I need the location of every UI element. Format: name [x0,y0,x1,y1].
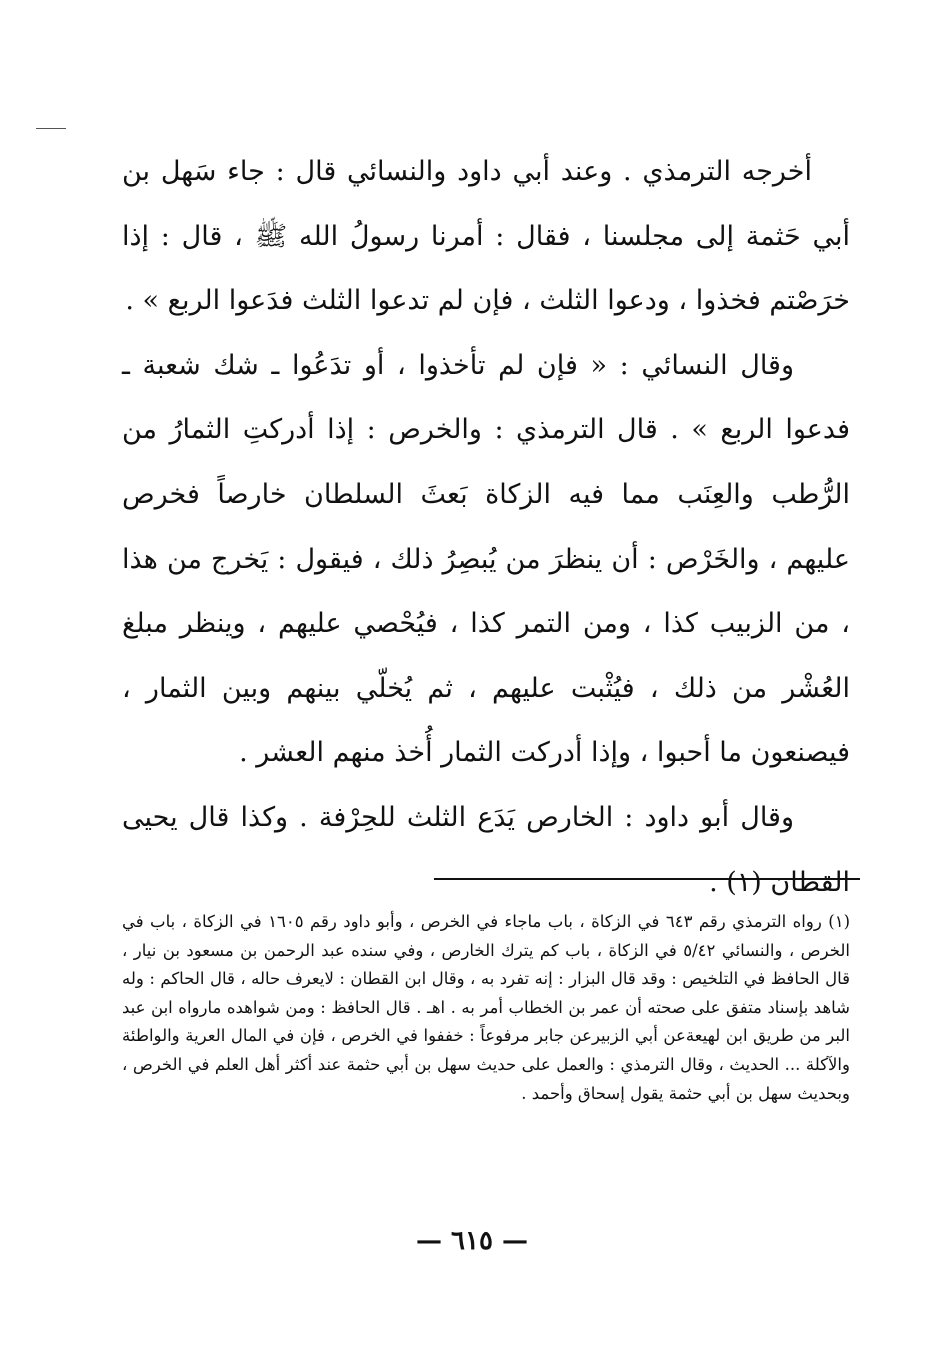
main-text [122,140,850,915]
footnote-separator [434,878,860,880]
paragraph: وقال أبو داود : الخارص يَدَع الثلث للحِرْفة . وكذا قال يحيى القطان (١) . [122,801,850,898]
paragraph: أخرجه الترمذي . وعند أبي داود والنسائي قال : جاء سَهل بن أبي حَثمة إلى مجلسنا ، فقال : أمرنا رسولُ الله ﷺ ، قال : إذا خرَصْتم فخذوا ، ودعوا الثلث ، فإن لم تدعوا الثلث فدَعوا الربع » . [122,156,850,317]
paragraph: وقال النسائي : « فإن لم تأخذوا ، أو تدَعُوا ـ شك شعبة ـ فدعوا الربع » . قال الترمذي : والخرص : إذا أدركتِ الثمارُ من الرُّطب والعِنَب مما فيه الزكاة بَعثَ السلطان خارصاً فخرص عليهم ، والخَرْص : أن ينظرَ من يُبصِرُ ذلك ، فيقول : يَخرج من هذا ، من الزبيب كذا ، ومن التمر كذا ، فيُحْصي عليهم ، وينظر مبلغ العُشْر من ذلك ، فيُثْبت عليهم ، ثم يُخلّي بينهم وبين الثمار ، فيصنعون ما أحبوا ، وإذا أدركت الثمار أُخذ منهم العشر . [122,349,850,769]
footnote: (١) رواه الترمذي رقم ٦٤٣ في الزكاة ، باب ماجاء في الخرص ، وأبو داود رقم ١٦٠٥ في الزكاة ، باب في الخرص ، والنسائي ٥/٤٢ في الزكاة ، باب كم يترك الخارص ، وفي سنده عبد الرحمن بن مسعود بن نيار ، قال الحافظ في التلخيص : وقد قال البزار : إنه تفرد به ، وقال ابن القطان : لايعرف حاله ، قال الحاكم : وله شاهد بإسناد متفق على صحته أن عمر بن الخطاب أمر به . اهـ . قال الحافظ : ومن شواهده مارواه ابن عبد البر من طريق ابن لهيعةعن أبي الزبيرعن جابر مرفوعاً : خففوا في الخرص ، فإن في المال العرية والواطئة والآكلة ... الحديث ، وقال الترمذي : والعمل على حديث سهل بن أبي حثمة عند أكثر أهل العلم في الخرص ، وبحديث سهل بن أبي حثمة يقول إسحاق وأحمد . [122,912,850,1103]
footnotes [122,908,850,1108]
page-number: — ٦١٥ — [415,1226,529,1256]
corner-mark [36,128,66,129]
